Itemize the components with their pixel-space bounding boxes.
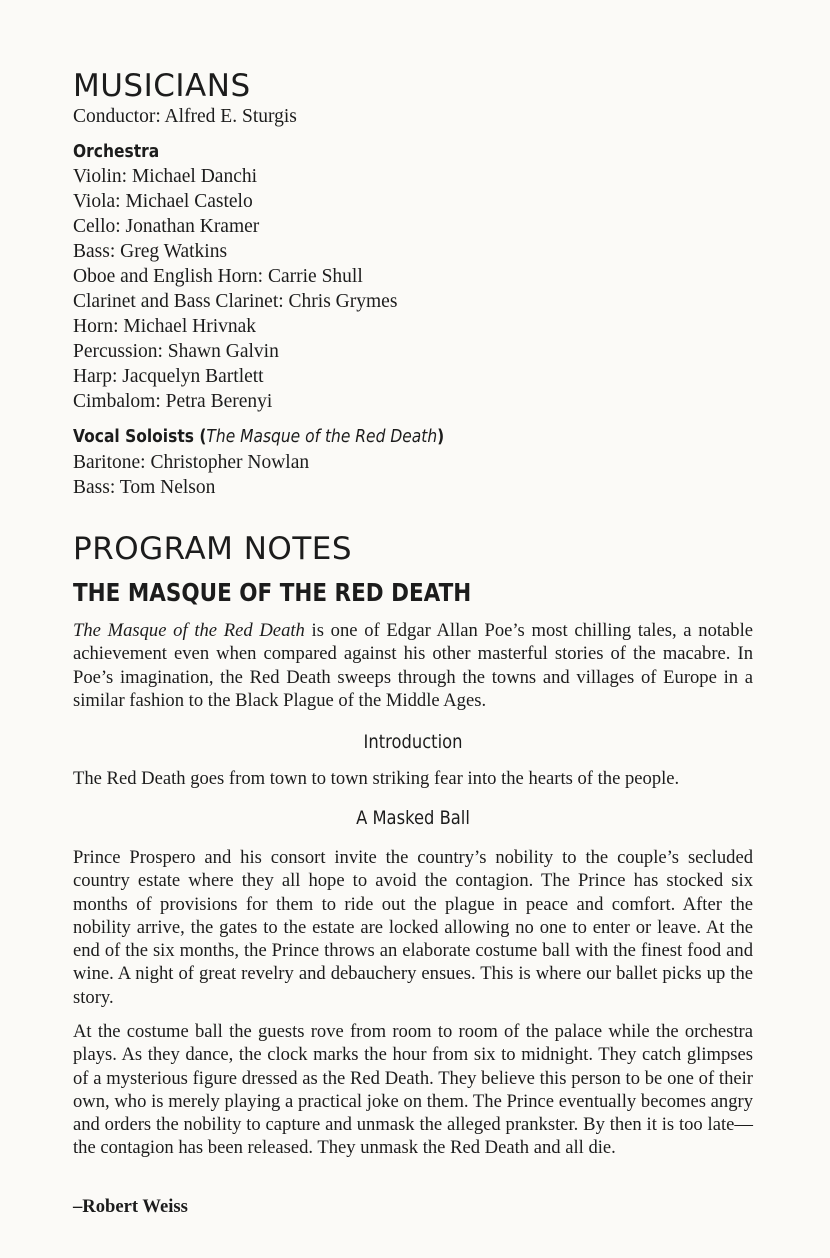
musicians-heading: MUSICIANS <box>73 68 251 104</box>
orchestra-member: Bass: Greg Watkins <box>73 241 228 262</box>
masked-ball-paragraph-2: At the costume ball the guests rove from room to room of the palace while the orchestra plays. As they dance, the clock marks the hour from six to midnight. They catch glimpses of a mysterious figure dressed as the Red Death. They believe this person to be one of their own, who is merely playing a practical joke on them. The Prince eventually becomes angry and orders the nobility to capture and unmask the alleged prankster. By then it is too late—the contagion has been released. They unmask the Red Death and all die. <box>73 1021 753 1159</box>
vocal-heading-close: ) <box>437 426 445 447</box>
vocal-heading-text: Vocal Soloists ( <box>73 426 207 447</box>
conductor-line: Conductor: Alfred E. Sturgis <box>73 106 297 127</box>
orchestra-heading-wrap <box>73 141 753 162</box>
orchestra-member: Cimbalom: Petra Berenyi <box>73 391 273 412</box>
vocal-member: Bass: Tom Nelson <box>73 477 216 498</box>
program-notes-heading: PROGRAM NOTES <box>73 531 353 567</box>
orchestra-member: Clarinet and Bass Clarinet: Chris Grymes <box>73 291 398 312</box>
orchestra-member: Harp: Jacquelyn Bartlett <box>73 366 264 387</box>
orchestra-heading: Orchestra <box>73 141 160 162</box>
vocal-member: Baritone: Christopher Nowlan <box>73 452 310 473</box>
orchestra-list <box>73 164 753 414</box>
work-title: THE MASQUE OF THE RED DEATH <box>73 578 472 607</box>
vocal-soloists-heading <box>73 426 444 447</box>
orchestra-member: Percussion: Shawn Galvin <box>73 341 279 362</box>
orchestra-member: Cello: Jonathan Kramer <box>73 216 260 237</box>
vocal-heading-wrap <box>73 426 753 447</box>
orchestra-member: Violin: Michael Danchi <box>73 166 258 187</box>
author-signature: –Robert Weiss <box>73 1196 188 1217</box>
intro-paragraph <box>73 619 753 712</box>
vocal-list <box>73 450 753 500</box>
masked-ball-heading: A Masked Ball <box>356 807 470 829</box>
intro-work-title: The Masque of the Red Death <box>73 620 305 641</box>
introduction-paragraph: The Red Death goes from town to town striking fear into the hearts of the people. <box>73 768 680 789</box>
orchestra-member: Horn: Michael Hrivnak <box>73 316 257 337</box>
orchestra-member: Viola: Michael Castelo <box>73 191 253 212</box>
orchestra-member: Oboe and English Horn: Carrie Shull <box>73 266 363 287</box>
masked-ball-paragraph-1: Prince Prospero and his consort invite the country’s nobility to the couple’s secluded country estate where they all hope to avoid the contagion. The Prince has stocked six months of provisions for them to ride out the plague in peace and comfort. After the nobility arrive, the gates to the estate are locked allowing no one to enter or leave. At the end of the six months, the Prince throws an elaborate costume ball with the finest food and wine. A night of great revelry and debauchery ensues. This is where our ballet picks up the story. <box>73 847 753 1008</box>
vocal-heading-work: The Masque of the Red Death <box>206 426 438 447</box>
introduction-heading: Introduction <box>363 731 463 753</box>
intro-text: is one of Edgar Allan Poe’s most chilling tales, a notable achievement even when compared against his other masterful stories of the macabre. In Poe’s imagination, the Red Death sweeps through the towns and villages of Europe in a similar fashion to the Black Plague of the Middle Ages. <box>73 620 753 711</box>
